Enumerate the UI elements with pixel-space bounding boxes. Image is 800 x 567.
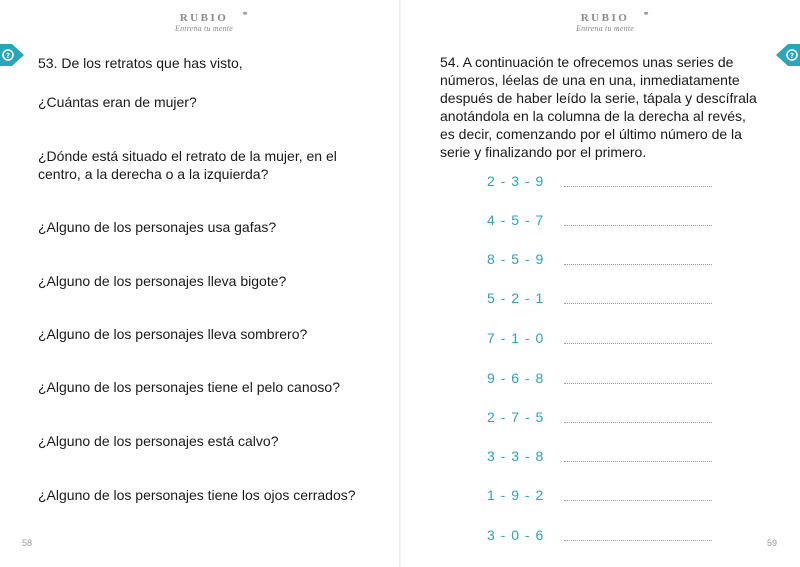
exercise-54-instructions: 54. A continuación te ofrecemos unas series de números, léelas de una en una, inmediatamente después de haber leído la serie, tápala y descífrala anotándola en la columna de la derecha al revés, es decir, comenzando por el último número de la serie y finalizando por el primero. (440, 54, 757, 160)
number-series: 7 - 1 - 0 (487, 330, 545, 346)
svg-text:?: ? (789, 52, 795, 60)
lightbulb-icon: ⚭ (241, 9, 251, 18)
page-number: 59 (767, 538, 778, 548)
answer-line[interactable] (564, 264, 712, 265)
answer-line[interactable] (564, 461, 712, 462)
number-series: 3 - 0 - 6 (487, 527, 545, 543)
question-mark-head-icon (0, 44, 24, 66)
brand-logo: RUBIO ⚭ (179, 9, 251, 24)
question-mark-head-icon (776, 44, 800, 66)
answer-line[interactable] (564, 303, 712, 304)
brand-tagline: Entrena tu mente (575, 24, 634, 33)
number-series: 4 - 5 - 7 (487, 212, 545, 228)
page-number: 58 (22, 538, 33, 548)
answer-line[interactable] (564, 500, 712, 501)
brand-header (149, 9, 259, 33)
svg-text:?: ? (5, 52, 11, 60)
question-item: ¿Alguno de los personajes tiene los ojos cerrados? (38, 487, 356, 503)
answer-line[interactable] (564, 186, 712, 187)
question-item: ¿Alguno de los personajes está calvo? (38, 433, 279, 449)
number-series: 3 - 3 - 8 (487, 448, 545, 464)
question-item: ¿Alguno de los personajes lleva bigote? (38, 273, 287, 289)
exercise-53-title: 53. De los retratos que has visto, (38, 55, 243, 71)
answer-line[interactable] (564, 540, 712, 541)
question-item: ¿Alguno de los personajes usa gafas? (38, 219, 277, 235)
answer-line[interactable] (564, 422, 712, 423)
number-series: 9 - 6 - 8 (487, 370, 545, 386)
lightbulb-icon: ⚭ (642, 9, 652, 18)
number-series: 8 - 5 - 9 (487, 251, 545, 267)
number-series: 2 - 7 - 5 (487, 409, 545, 425)
number-series: 5 - 2 - 1 (487, 290, 545, 306)
brand-tagline: Entrena tu mente (174, 24, 233, 33)
number-series: 2 - 3 - 9 (487, 173, 545, 189)
brand-header (550, 9, 660, 33)
question-item: ¿Dónde está situado el retrato de la mujer, en el centro, a la derecha o a la izquierda? (38, 148, 337, 182)
question-item: ¿Cuántas eran de mujer? (38, 94, 197, 110)
question-item: ¿Alguno de los personajes lleva sombrero? (38, 326, 308, 342)
answer-line[interactable] (564, 225, 712, 226)
right-page (400, 0, 800, 567)
answer-line[interactable] (564, 383, 712, 384)
answer-line[interactable] (564, 343, 712, 344)
number-series: 1 - 9 - 2 (487, 487, 545, 503)
brand-logo: RUBIO ⚭ (580, 9, 652, 24)
question-item: ¿Alguno de los personajes tiene el pelo canoso? (38, 379, 340, 395)
